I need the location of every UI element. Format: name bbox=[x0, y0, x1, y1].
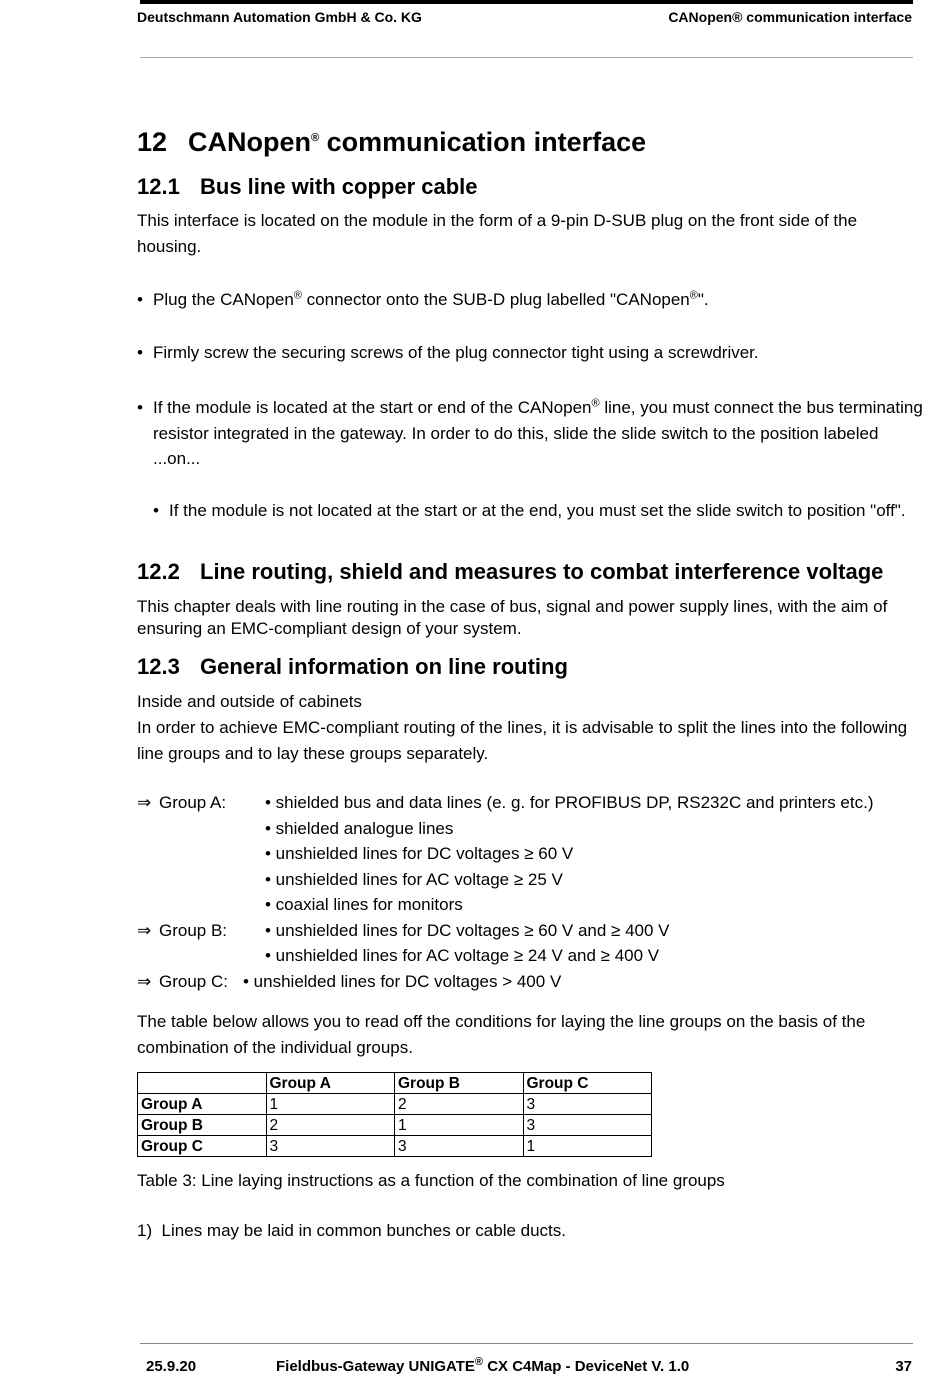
header-section-title: CANopen® communication interface bbox=[668, 9, 912, 25]
bullet-plug-connector bbox=[137, 287, 928, 313]
group-a-item: • coaxial lines for monitors bbox=[265, 895, 463, 914]
group-c-label: Group C: bbox=[159, 971, 228, 991]
table-cell: 1 bbox=[266, 1094, 395, 1115]
group-b-item: • unshielded lines for AC voltage ≥ 24 V and ≥ 400 V bbox=[265, 946, 660, 965]
chapter-number: 12 bbox=[137, 127, 168, 157]
section-3-text: In order to achieve EMC-compliant routing of the lines, it is advisable to split the lines into the following line groups and to lay these groups separately. bbox=[137, 718, 908, 763]
table-row bbox=[138, 1136, 652, 1157]
table-header-cell: Group A bbox=[266, 1073, 395, 1094]
footer-reg-mark: ® bbox=[474, 1356, 484, 1368]
footer-rule bbox=[140, 1343, 913, 1344]
chapter-reg-mark: ® bbox=[311, 132, 320, 144]
line-groups-table bbox=[137, 1072, 652, 1157]
group-a-item: • unshielded lines for DC voltages ≥ 60 V bbox=[265, 844, 574, 863]
section-3-heading bbox=[137, 653, 912, 681]
chapter-title-post: communication interface bbox=[319, 127, 647, 157]
bullet-dot: • bbox=[137, 290, 143, 309]
table-row-label: Group C bbox=[138, 1136, 267, 1157]
section-1-number: 12.1 bbox=[137, 174, 180, 199]
section-2-title: Line routing, shield and measures to combat interference voltage bbox=[200, 559, 884, 584]
group-b-item: • unshielded lines for DC voltages ≥ 60 V and ≥ 400 V bbox=[265, 920, 670, 940]
section-3-title: General information on line routing bbox=[200, 654, 568, 679]
section-2-text: This chapter deals with line routing in the case of bus, signal and power supply lines, with the aim of ensuring an EMC-compliant design of your system. bbox=[137, 597, 888, 638]
table-row bbox=[138, 1115, 652, 1136]
footer-doc-title-post: CX C4Map - DeviceNet V. 1.0 bbox=[483, 1358, 690, 1375]
table-intro: The table below allows you to read off the conditions for laying the line groups on the basis of the combination of the individual groups. bbox=[137, 1012, 866, 1057]
table-row-label: Group A bbox=[138, 1094, 267, 1115]
table-cell: 3 bbox=[523, 1094, 652, 1115]
table-header-cell: Group B bbox=[395, 1073, 524, 1094]
bullet-terminating-resistor bbox=[137, 395, 928, 472]
reg-mark: ® bbox=[591, 397, 600, 410]
group-a-row bbox=[137, 790, 226, 816]
table-header-row bbox=[138, 1073, 652, 1094]
bullet-text: If the module is not located at the start or at the end, you must set the slide switch to position "off". bbox=[169, 501, 906, 520]
section-1-title: Bus line with copper cable bbox=[200, 174, 478, 199]
section-3-number: 12.3 bbox=[137, 654, 180, 679]
section-3-subheading: Inside and outside of cabinets bbox=[137, 692, 362, 711]
footer-date: 25.9.20 bbox=[146, 1358, 197, 1375]
table-row-label: Group B bbox=[138, 1115, 267, 1136]
implies-arrow-icon: ⇒ bbox=[137, 920, 152, 940]
table-caption: Table 3: Line laying instructions as a function of the combination of line groups bbox=[137, 1171, 725, 1190]
bullet-text: connector onto the SUB-D plug labelled "CANopen bbox=[301, 290, 690, 309]
group-b-label: Group B: bbox=[159, 920, 228, 940]
chapter-heading bbox=[137, 126, 912, 158]
table-cell: 1 bbox=[395, 1115, 524, 1136]
section-1-heading bbox=[137, 173, 912, 201]
bullet-text: ". bbox=[697, 290, 709, 309]
bullet-text: Firmly screw the securing screws of the plug connector tight using a screwdriver. bbox=[153, 343, 759, 362]
bullet-text: If the module is located at the start or end of the CANopen bbox=[153, 398, 592, 417]
header-company: Deutschmann Automation GmbH & Co. KG bbox=[137, 9, 422, 25]
group-a-label: Group A: bbox=[159, 793, 227, 812]
footnote: 1) Lines may be laid in common bunches or cable ducts. bbox=[137, 1221, 567, 1240]
header-top-rule bbox=[140, 0, 913, 4]
table-row bbox=[138, 1094, 652, 1115]
reg-mark: ® bbox=[689, 289, 698, 302]
section-2-heading bbox=[137, 558, 912, 586]
footer-page-number: 37 bbox=[895, 1358, 912, 1375]
group-a-item: • shielded analogue lines bbox=[265, 818, 454, 838]
bullet-dot: • bbox=[137, 343, 143, 362]
group-b-row bbox=[137, 918, 227, 944]
table-cell: 1 bbox=[523, 1136, 652, 1157]
table-cell: 3 bbox=[395, 1136, 524, 1157]
table-cell: 2 bbox=[266, 1115, 395, 1136]
section-1-intro: This interface is located on the module in the form of a 9-pin D-SUB plug on the front side of the housing. bbox=[137, 211, 858, 256]
section-2-number: 12.2 bbox=[137, 559, 180, 584]
header-rule bbox=[140, 57, 913, 58]
group-c-row bbox=[137, 969, 228, 995]
bullet-screws bbox=[137, 340, 928, 366]
bullet-text: Plug the CANopen bbox=[153, 290, 294, 309]
bullet-switch-off bbox=[153, 498, 928, 524]
table-cell: 3 bbox=[266, 1136, 395, 1157]
group-a-item: • unshielded lines for AC voltage ≥ 25 V bbox=[265, 869, 563, 889]
table-header-cell: Group C bbox=[523, 1073, 652, 1094]
group-c-item: • unshielded lines for DC voltages > 400 V bbox=[243, 971, 562, 991]
reg-mark: ® bbox=[293, 289, 302, 302]
chapter-title-pre: CANopen bbox=[188, 127, 311, 157]
bullet-dot: • bbox=[137, 398, 143, 417]
bullet-dot: • bbox=[153, 501, 159, 520]
table-cell: 2 bbox=[395, 1094, 524, 1115]
implies-arrow-icon: ⇒ bbox=[137, 971, 152, 991]
table-header-cell bbox=[138, 1073, 267, 1094]
footer-document-title bbox=[276, 1358, 689, 1375]
bullet-text: line, you must connect the bus terminating resistor integrated in the gateway. In order to do this, slide the slide switch to the position labeled ...on... bbox=[153, 398, 923, 468]
table-cell: 3 bbox=[523, 1115, 652, 1136]
footer-doc-title-pre: Fieldbus-Gateway UNIGATE bbox=[276, 1358, 475, 1375]
group-a-item: • shielded bus and data lines (e. g. for PROFIBUS DP, RS232C and printers etc.) bbox=[265, 793, 874, 812]
implies-arrow-icon: ⇒ bbox=[137, 793, 152, 812]
